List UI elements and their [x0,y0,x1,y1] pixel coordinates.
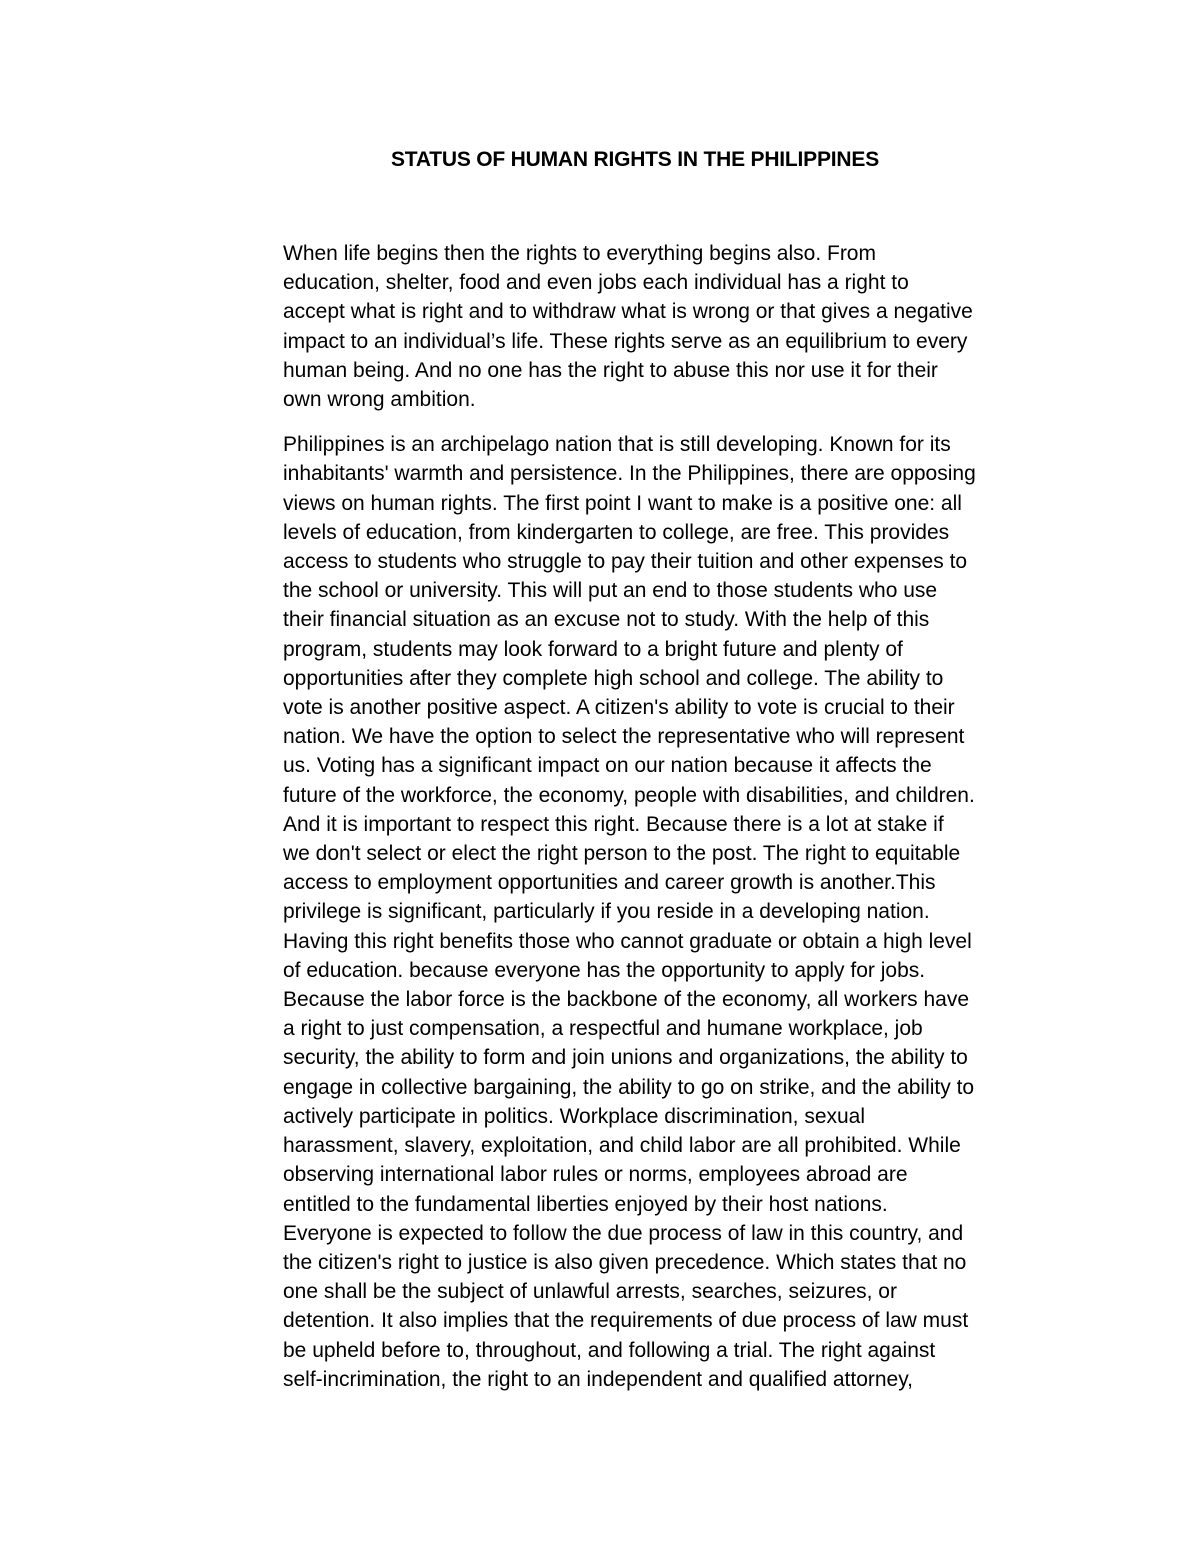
paragraph-main [283,430,1073,1394]
text-line: one shall be the subject of unlawful arrests, searches, seizures, or [283,1280,897,1304]
document-body [283,239,1073,1394]
text-line: entitled to the fundamental liberties enjoyed by their host nations. [283,1192,888,1216]
text-line: And it is important to respect this right. Because there is a lot at stake if [283,812,944,836]
text-line: own wrong ambition. [283,388,476,412]
text-line: impact to an individual’s life. These rights serve as an equilibrium to every [283,329,968,353]
text-line: inhabitants' warmth and persistence. In the Philippines, there are opposing [283,462,976,486]
text-line: we don't select or elect the right person to the post. The right to equitable [283,842,961,866]
text-line: engage in collective bargaining, the ability to go on strike, and the ability to [283,1075,975,1099]
text-line: opportunities after they complete high school and college. The ability to [283,666,944,690]
text-line: education, shelter, food and even jobs each individual has a right to [283,271,909,295]
text-line: detention. It also implies that the requirements of due process of law must [283,1309,969,1333]
text-line: the school or university. This will put an end to those students who use [283,579,938,603]
text-line: When life begins then the rights to everything begins also. From [283,242,876,265]
text-line: access to employment opportunities and career growth is another.This [283,871,936,895]
text-line: be upheld before to, throughout, and following a trial. The right against [283,1338,936,1362]
text-line: program, students may look forward to a bright future and plenty of [283,637,903,661]
text-line: access to students who struggle to pay their tuition and other expenses to [283,550,968,574]
text-line: of education. because everyone has the opportunity to apply for jobs. [283,958,926,982]
text-line: Philippines is an archipelago nation that is still developing. Known for its [283,433,951,457]
text-line: accept what is right and to withdraw what is wrong or that gives a negative [283,300,973,324]
text-line: observing international labor rules or norms, employees abroad are [283,1163,908,1187]
text-line: security, the ability to form and join unions and organizations, the ability to [283,1046,968,1070]
document-title: STATUS OF HUMAN RIGHTS IN THE PHILIPPINES [390,148,880,171]
text-line: their financial situation as an excuse not to study. With the help of this [283,608,930,632]
text-line: nation. We have the option to select the representative who will represent [283,725,965,749]
text-line: Having this right benefits those who cannot graduate or obtain a high level [283,929,972,953]
text-line: vote is another positive aspect. A citizen's ability to vote is crucial to their [283,696,955,720]
text-line: us. Voting has a significant impact on our nation because it affects the [283,754,932,778]
text-line: future of the workforce, the economy, people with disabilities, and children. [283,783,975,807]
text-line: privilege is significant, particularly if you reside in a developing nation. [283,900,930,924]
text-line: self-incrimination, the right to an independent and qualified attorney, [283,1367,914,1391]
text-line: the citizen's right to justice is also given precedence. Which states that no [283,1250,967,1274]
text-line: views on human rights. The first point I want to make is a positive one: all [283,491,962,515]
text-line: Because the labor force is the backbone of the economy, all workers have [283,988,969,1012]
text-line: actively participate in politics. Workplace discrimination, sexual [283,1104,866,1128]
text-line: a right to just compensation, a respectful and humane workplace, job [283,1017,923,1041]
text-line: Everyone is expected to follow the due process of law in this country, and [283,1221,964,1245]
text-line: harassment, slavery, exploitation, and child labor are all prohibited. While [283,1134,961,1158]
paragraph-intro [283,239,1073,414]
text-line: human being. And no one has the right to abuse this nor use it for their [283,358,938,382]
text-line: levels of education, from kindergarten to college, are free. This provides [283,520,950,544]
